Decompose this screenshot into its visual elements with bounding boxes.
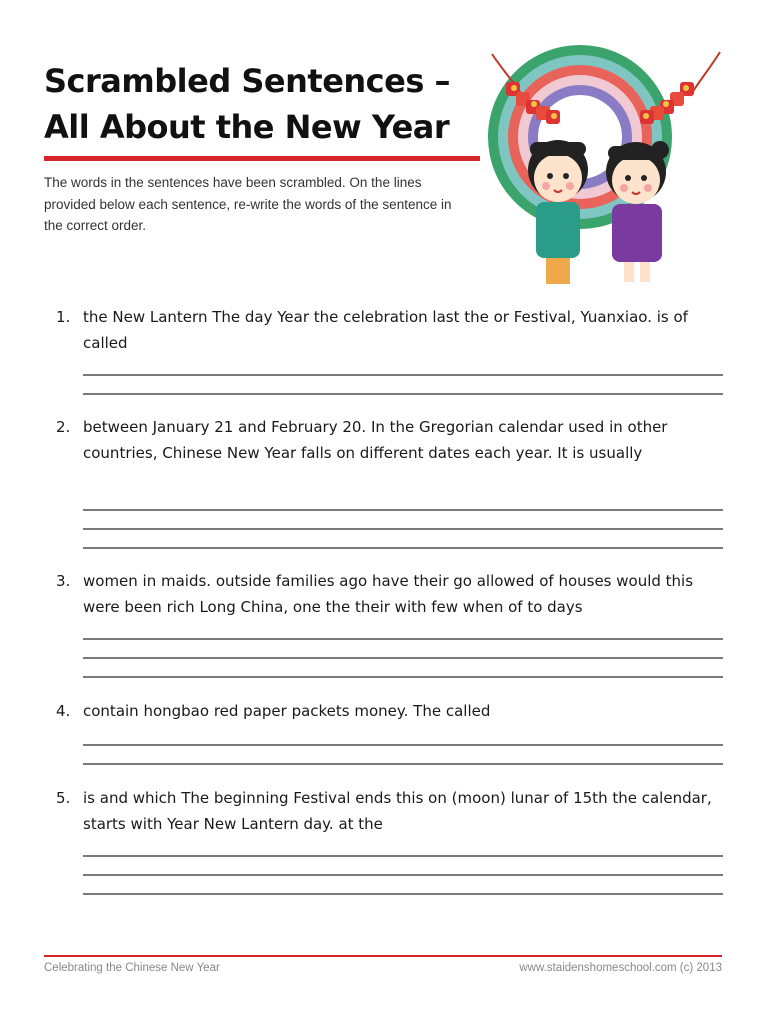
answer-line[interactable] bbox=[83, 763, 723, 765]
footer-divider bbox=[44, 955, 722, 957]
title-divider bbox=[44, 156, 480, 161]
girl-figure-icon bbox=[606, 141, 669, 282]
answer-line[interactable] bbox=[83, 509, 723, 511]
question-number: 1. bbox=[56, 308, 71, 326]
answer-line[interactable] bbox=[83, 676, 723, 678]
question-text: between January 21 and February 20. In the Gregorian calendar used in other countries, Chinese New Year falls on different dates each year. It is usually bbox=[83, 418, 668, 462]
boy-figure-icon bbox=[528, 140, 588, 284]
question-number: 5. bbox=[56, 789, 71, 807]
answer-line[interactable] bbox=[83, 528, 723, 530]
question-text: contain hongbao red paper packets money. The called bbox=[83, 702, 491, 720]
answer-line[interactable] bbox=[83, 638, 723, 640]
question-number: 2. bbox=[56, 418, 71, 436]
footer-copyright: www.staidenshomeschool.com (c) 2013 bbox=[519, 962, 722, 974]
answer-line[interactable] bbox=[83, 393, 723, 395]
answer-line[interactable] bbox=[83, 893, 723, 895]
question-text: is and which The beginning Festival ends this on (moon) lunar of 15th the calendar, starts with Year New Lantern day. at the bbox=[83, 789, 712, 833]
answer-line[interactable] bbox=[83, 744, 723, 746]
answer-line[interactable] bbox=[83, 547, 723, 549]
new-year-children-illustration bbox=[484, 42, 728, 292]
instructions: The words in the sentences have been scrambled. On the lines provided below each sentence, re-write the words of the sentence in the correct order. bbox=[44, 175, 452, 233]
answer-line[interactable] bbox=[83, 874, 723, 876]
answer-line[interactable] bbox=[83, 855, 723, 857]
question-number: 4. bbox=[56, 702, 71, 720]
question-text: women in maids. outside families ago have their go allowed of houses would this were been rich Long China, one the their with few when of to days bbox=[83, 572, 694, 616]
question-text: the New Lantern The day Year the celebration last the or Festival, Yuanxiao. is of called bbox=[83, 308, 688, 352]
footer-title: Celebrating the Chinese New Year bbox=[44, 962, 220, 974]
page-title: Scrambled Sentences – All About the New Year bbox=[44, 62, 451, 146]
answer-line[interactable] bbox=[83, 374, 723, 376]
answer-line[interactable] bbox=[83, 657, 723, 659]
question-number: 3. bbox=[56, 572, 71, 590]
